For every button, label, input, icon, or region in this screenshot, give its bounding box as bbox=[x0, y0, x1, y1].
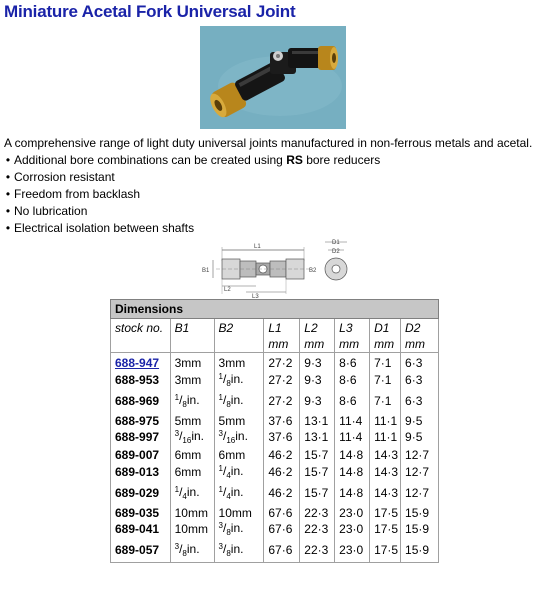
fraction-slash: / bbox=[223, 429, 227, 443]
fraction-numerator: 3 bbox=[218, 521, 223, 530]
dim-d2: 6·3 bbox=[401, 372, 439, 388]
dim-l3: 8·6 bbox=[335, 372, 370, 388]
stock-number[interactable]: 688-947 bbox=[111, 353, 171, 373]
dim-d2: 9·5 bbox=[401, 413, 439, 429]
fraction-slash: / bbox=[179, 392, 183, 407]
bore-b1: 3mm bbox=[170, 372, 214, 388]
dim-l1: 67·6 bbox=[264, 505, 300, 521]
dim-d2: 9·5 bbox=[401, 429, 439, 445]
stock-number: 689-013 bbox=[111, 464, 171, 480]
dim-l1: 37·6 bbox=[264, 429, 300, 445]
bore-b2: 10mm bbox=[214, 505, 264, 521]
dim-l3: 23·0 bbox=[335, 537, 370, 563]
header-l2: L2 bbox=[300, 319, 335, 337]
feature-text-end: bore reducers bbox=[302, 153, 381, 167]
dim-l1: 37·6 bbox=[264, 413, 300, 429]
fraction-unit: in. bbox=[186, 484, 200, 499]
dim-l3: 11·4 bbox=[335, 429, 370, 445]
fraction-slash: / bbox=[223, 372, 227, 386]
stock-number: 688-969 bbox=[111, 388, 171, 413]
dim-d1: 7·1 bbox=[370, 372, 401, 388]
fraction-unit: in. bbox=[186, 392, 200, 407]
fraction-unit: in. bbox=[186, 541, 200, 556]
unit-blank bbox=[214, 336, 264, 353]
dim-l1: 27·2 bbox=[264, 388, 300, 413]
dim-l2: 15·7 bbox=[300, 480, 335, 505]
fraction-slash: / bbox=[179, 429, 183, 443]
fraction-slash: / bbox=[223, 464, 227, 478]
dim-d2: 15·9 bbox=[401, 505, 439, 521]
fraction-numerator: 1 bbox=[218, 372, 223, 381]
feature-item bbox=[2, 186, 380, 203]
dim-l2: 22·3 bbox=[300, 521, 335, 537]
dim-l3: 8·6 bbox=[335, 353, 370, 373]
label-b1: B1 bbox=[202, 268, 210, 274]
fraction-denominator: 8 bbox=[226, 548, 231, 558]
dim-l1: 67·6 bbox=[264, 521, 300, 537]
unit-l2: mm bbox=[300, 336, 335, 353]
bore-b1: 10mm bbox=[170, 521, 214, 537]
table-row bbox=[111, 464, 439, 480]
dim-l1: 46·2 bbox=[264, 480, 300, 505]
stock-number: 689-007 bbox=[111, 445, 171, 464]
label-b2: B2 bbox=[309, 268, 317, 274]
dim-d1: 17·5 bbox=[370, 537, 401, 563]
dim-l3: 14·8 bbox=[335, 480, 370, 505]
feature-text: Electrical isolation between shafts bbox=[14, 221, 195, 235]
bore-b1: 5mm bbox=[170, 413, 214, 429]
bore-b2 bbox=[214, 429, 264, 445]
bore-b2 bbox=[214, 480, 264, 505]
label-l2: L2 bbox=[224, 287, 231, 293]
dim-l2: 22·3 bbox=[300, 505, 335, 521]
fraction-denominator: 4 bbox=[182, 491, 187, 501]
bore-b2 bbox=[214, 388, 264, 413]
fraction-numerator: 3 bbox=[218, 429, 223, 438]
fraction-unit: in. bbox=[230, 372, 244, 386]
fraction-numerator: 3 bbox=[174, 541, 180, 551]
fraction-denominator: 8 bbox=[182, 548, 187, 558]
dim-l2: 13·1 bbox=[300, 429, 335, 445]
dim-d1: 7·1 bbox=[370, 388, 401, 413]
feature-list bbox=[2, 152, 380, 237]
fraction-denominator: 8 bbox=[226, 528, 231, 537]
table-row bbox=[111, 372, 439, 388]
bore-b1: 10mm bbox=[170, 505, 214, 521]
unit-blank bbox=[111, 336, 171, 353]
table-units-row bbox=[111, 336, 439, 353]
fraction-unit: in. bbox=[230, 484, 244, 499]
table-row bbox=[111, 413, 439, 429]
dim-l3: 8·6 bbox=[335, 388, 370, 413]
bore-b2: 5mm bbox=[214, 413, 264, 429]
bore-b1 bbox=[170, 429, 214, 445]
dim-l2: 9·3 bbox=[300, 372, 335, 388]
fraction-numerator: 1 bbox=[218, 392, 223, 402]
bore-b1 bbox=[170, 537, 214, 563]
table-row bbox=[111, 505, 439, 521]
dim-l3: 23·0 bbox=[335, 505, 370, 521]
fraction-denominator: 8 bbox=[226, 379, 231, 388]
dim-l1: 67·6 bbox=[264, 537, 300, 563]
bore-b1 bbox=[170, 480, 214, 505]
stock-number: 688-975 bbox=[111, 413, 171, 429]
unit-d2: mm bbox=[401, 336, 439, 353]
table-row bbox=[111, 353, 439, 373]
fraction-numerator: 1 bbox=[174, 484, 180, 494]
dim-d2: 12·7 bbox=[401, 464, 439, 480]
dim-l2: 13·1 bbox=[300, 413, 335, 429]
label-l1: L1 bbox=[254, 244, 261, 250]
header-l3: L3 bbox=[335, 319, 370, 337]
unit-blank bbox=[170, 336, 214, 353]
fraction-unit: in. bbox=[230, 521, 244, 535]
dim-l2: 15·7 bbox=[300, 464, 335, 480]
feature-text: Corrosion resistant bbox=[14, 170, 115, 184]
fraction-denominator: 16 bbox=[182, 436, 192, 445]
header-stock-no: stock no. bbox=[111, 319, 171, 337]
unit-d1: mm bbox=[370, 336, 401, 353]
table-row bbox=[111, 480, 439, 505]
dimension-drawing bbox=[196, 239, 356, 299]
dim-d2: 15·9 bbox=[401, 537, 439, 563]
header-d1: D1 bbox=[370, 319, 401, 337]
table-row bbox=[111, 537, 439, 563]
table-header-row bbox=[111, 319, 439, 337]
fraction-slash: / bbox=[179, 484, 183, 499]
fraction-unit: in. bbox=[230, 392, 244, 407]
bore-b2: 3mm bbox=[214, 353, 264, 373]
table-row bbox=[111, 388, 439, 413]
fraction-slash: / bbox=[179, 541, 183, 556]
fraction-denominator: 16 bbox=[226, 436, 236, 445]
stock-number: 689-035 bbox=[111, 505, 171, 521]
dim-d1: 17·5 bbox=[370, 521, 401, 537]
dim-l3: 11·4 bbox=[335, 413, 370, 429]
universal-joint-image bbox=[200, 26, 346, 129]
fraction-unit: in. bbox=[230, 464, 244, 478]
label-d1: D1 bbox=[332, 240, 340, 246]
label-l3: L3 bbox=[252, 294, 259, 299]
unit-l3: mm bbox=[335, 336, 370, 353]
unit-l1: mm bbox=[264, 336, 300, 353]
dim-d1: 14·3 bbox=[370, 464, 401, 480]
fraction-slash: / bbox=[223, 541, 227, 556]
label-d2: D2 bbox=[332, 249, 340, 255]
feature-item bbox=[2, 169, 380, 186]
fraction-unit: in. bbox=[191, 429, 205, 443]
dim-l2: 15·7 bbox=[300, 445, 335, 464]
dim-l2: 22·3 bbox=[300, 537, 335, 563]
dim-l1: 27·2 bbox=[264, 372, 300, 388]
dim-d2: 6·3 bbox=[401, 353, 439, 373]
bore-b1: 3mm bbox=[170, 353, 214, 373]
dim-l3: 14·8 bbox=[335, 445, 370, 464]
fraction-unit: in. bbox=[230, 541, 244, 556]
feature-item bbox=[2, 203, 380, 220]
fraction-numerator: 3 bbox=[174, 429, 180, 438]
page-title: Miniature Acetal Fork Universal Joint bbox=[4, 2, 296, 21]
header-l1: L1 bbox=[264, 319, 300, 337]
dimensions-table bbox=[110, 299, 439, 563]
bore-b2 bbox=[214, 372, 264, 388]
stock-number: 688-953 bbox=[111, 372, 171, 388]
dim-l1: 46·2 bbox=[264, 445, 300, 464]
fraction-denominator: 4 bbox=[226, 471, 231, 480]
dim-l3: 14·8 bbox=[335, 464, 370, 480]
feature-text: Additional bore combinations can be created using bbox=[14, 153, 287, 167]
bore-b1: 6mm bbox=[170, 445, 214, 464]
header-b1: B1 bbox=[170, 319, 214, 337]
feature-bold: RS bbox=[286, 153, 303, 167]
bore-b2 bbox=[214, 537, 264, 563]
dim-d1: 14·3 bbox=[370, 445, 401, 464]
stock-number: 689-057 bbox=[111, 537, 171, 563]
product-photo bbox=[200, 26, 346, 129]
bore-b1 bbox=[170, 388, 214, 413]
dim-d2: 12·7 bbox=[401, 445, 439, 464]
fraction-numerator: 3 bbox=[218, 541, 223, 551]
stock-number: 689-029 bbox=[111, 480, 171, 505]
fraction-denominator: 4 bbox=[226, 491, 231, 501]
dim-d2: 12·7 bbox=[401, 480, 439, 505]
fraction-numerator: 1 bbox=[174, 392, 180, 402]
dim-l1: 27·2 bbox=[264, 353, 300, 373]
feature-text: Freedom from backlash bbox=[14, 187, 141, 201]
table-row bbox=[111, 429, 439, 445]
feature-item bbox=[2, 152, 380, 169]
stock-number: 689-041 bbox=[111, 521, 171, 537]
dim-l2: 9·3 bbox=[300, 388, 335, 413]
table-body bbox=[111, 353, 439, 563]
bore-b2 bbox=[214, 521, 264, 537]
fraction-unit: in. bbox=[235, 429, 248, 443]
dim-l2: 9·3 bbox=[300, 353, 335, 373]
intro-text: A comprehensive range of light duty universal joints manufactured in non-ferrous metals and acetal. bbox=[4, 136, 533, 150]
stock-number: 688-997 bbox=[111, 429, 171, 445]
dim-d1: 7·1 bbox=[370, 353, 401, 373]
dim-d1: 11·1 bbox=[370, 413, 401, 429]
fraction-denominator: 8 bbox=[182, 399, 187, 409]
fraction-slash: / bbox=[223, 392, 227, 407]
bore-b2 bbox=[214, 464, 264, 480]
dim-l1: 46·2 bbox=[264, 464, 300, 480]
dim-l3: 23·0 bbox=[335, 521, 370, 537]
fraction-slash: / bbox=[223, 484, 227, 499]
fraction-numerator: 1 bbox=[218, 464, 223, 473]
fraction-slash: / bbox=[223, 521, 227, 535]
dim-d2: 6·3 bbox=[401, 388, 439, 413]
dim-d1: 14·3 bbox=[370, 480, 401, 505]
feature-item bbox=[2, 220, 380, 237]
bore-b2: 6mm bbox=[214, 445, 264, 464]
dim-d1: 11·1 bbox=[370, 429, 401, 445]
table-row bbox=[111, 445, 439, 464]
header-d2: D2 bbox=[401, 319, 439, 337]
bore-b1: 6mm bbox=[170, 464, 214, 480]
fraction-denominator: 8 bbox=[226, 399, 231, 409]
fraction-numerator: 1 bbox=[218, 484, 223, 494]
table-row bbox=[111, 521, 439, 537]
header-b2: B2 bbox=[214, 319, 264, 337]
feature-text: No lubrication bbox=[14, 204, 88, 218]
dim-d1: 17·5 bbox=[370, 505, 401, 521]
dim-d2: 15·9 bbox=[401, 521, 439, 537]
table-title: Dimensions bbox=[111, 300, 439, 319]
